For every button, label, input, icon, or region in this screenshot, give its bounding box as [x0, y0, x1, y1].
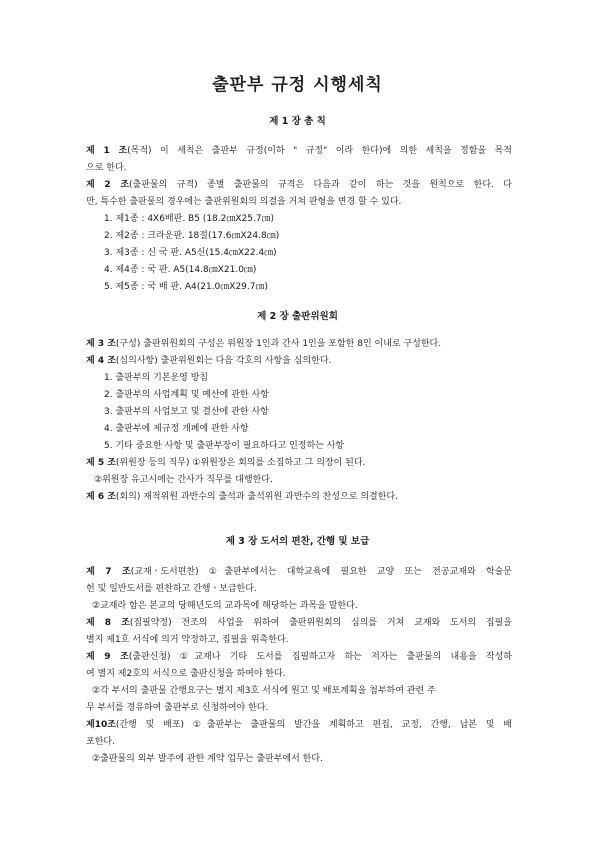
article-text: (출판신청) ①교재나 기타 도서를 집필하고자 하는 저자는 출판물의 내용을 작성하	[128, 652, 512, 662]
article-text: (회의) 재적위원 과반수의 출석과 출석위원 과반수의 찬성으로 의결한다.	[115, 492, 398, 502]
chapter-1-body	[86, 143, 512, 296]
article-4	[86, 353, 512, 370]
chapter-2-body	[86, 336, 512, 506]
chapter-3-heading: 제 3 장 도서의 편찬, 간행 및 보급	[225, 536, 370, 547]
list-item: 4. 제4종 : 국 판. A5(14.8㎝X21.0㎝)	[104, 265, 257, 275]
article-label: 제 8 조	[86, 618, 130, 628]
article-text: 별지 제1호 서식에 의거 약정하고, 집필을 위촉한다.	[86, 635, 289, 645]
article-text: ②위원장 유고시에는 간사가 직무를 대행한다.	[94, 475, 273, 485]
list-item: 5. 기타 중요한 사항 및 출판부장이 필요하다고 인정하는 사항	[104, 441, 345, 451]
chapter-1-heading: 제 1 장 총 칙	[269, 116, 326, 127]
list-item: 1. 출판부의 기본운영 방침	[104, 373, 209, 383]
article-label: 제 4 조	[86, 356, 116, 366]
article-5	[86, 455, 512, 472]
article-text: 만, 특수한 출판물의 경우에는 출판위원회의 의결을 거쳐 판형을 변경 할 수 있다.	[86, 197, 402, 207]
article-label: 제 5 조	[86, 458, 116, 468]
article-9	[86, 649, 512, 666]
article-label: 제 7 조	[86, 567, 131, 577]
article-1	[86, 143, 512, 160]
article-text: (집필약정) 전조의 사업을 위하여 출판위원회의 심의를 거쳐 교재와 도서의 집필을	[129, 618, 512, 628]
list-item: 1. 제1종 : 4X6배판. B5 (18.2㎝X25.7㎝)	[104, 214, 275, 224]
article-label: 제 1 조	[86, 146, 128, 156]
article-text: (심의사항) 출판위원회는 다음 각호의 사항을 심의한다.	[115, 356, 332, 366]
article-text: (위원장 등의 직무) ①위원장은 회의를 소집하고 그 의장이 된다.	[115, 458, 366, 468]
article-label: 제 6 조	[86, 492, 116, 502]
article-label: 제 3 조	[86, 339, 116, 349]
list-item: 5. 제5종 : 국 배 판. A4(21.0㎝X29.7㎝)	[104, 282, 268, 292]
article-label: 제10조	[86, 720, 116, 730]
article-text: ②교재라 함은 본교의 당해년도의 교과목에 해당하는 과목을 말한다.	[92, 601, 358, 611]
article-text: ②각 부서의 출판물 간행요구는 별지 제3호 서식에 원고 및 배포계획을 첨부하여 관련 주	[92, 686, 436, 696]
document-title: 출판부 규정 시행세칙	[212, 75, 383, 95]
list-item: 3. 출판부의 사업보고 및 결산에 관한 사항	[104, 407, 269, 417]
article-text: 헌 및 일반도서를 편찬하고 간행ㆍ보급한다.	[86, 584, 257, 594]
list-item: 4. 출판부에 제규정 개폐에 관한 사항	[104, 424, 249, 434]
article-text: 무 부서를 경유하여 출판부로 신청하여야 한다.	[86, 703, 269, 713]
chapter-3-body	[86, 564, 512, 768]
article-8	[86, 615, 512, 632]
article-7	[86, 564, 512, 581]
article-text: 으로 한다.	[86, 163, 127, 173]
article-3	[86, 336, 512, 353]
article-text: 포한다.	[86, 737, 115, 747]
article-text: (목적) 이 세칙은 출판부 규정(이하 " 규정" 이라 한다)에 의한 세칙을 정함을 목적	[127, 146, 512, 156]
article-text: 여 별지 제2호의 서식으로 출판신청을 하여야 한다.	[86, 669, 286, 679]
article-10	[86, 717, 512, 734]
article-text: ②출판물의 외부 발주에 관한 계약 업무는 출판부에서 한다.	[92, 754, 323, 764]
list-item: 2. 제2종 : 크라운판. 18절(17.6㎝X24.8㎝)	[104, 231, 280, 241]
article-2	[86, 177, 512, 194]
article-label: 제 2 조	[86, 180, 130, 190]
list-item: 2. 출판부의 사업계획 및 예산에 관한 사항	[104, 390, 269, 400]
article-text: (출판물의 규격) 종별 출판물의 규격은 다음과 같이 하는 것을 원칙으로 한다. 다	[129, 180, 512, 190]
list-item: 3. 제3종 : 신 국 판. A5신(15.4㎝X22.4㎝)	[104, 248, 277, 258]
article-text: (간행 및 배포) ①출판부는 출판물의 발간을 계획하고 편집, 교정, 간행, 납본 및 배	[115, 720, 512, 730]
article-label: 제 9 조	[86, 652, 129, 662]
chapter-2-heading: 제 2 장 출판위원회	[257, 311, 338, 322]
article-6	[86, 489, 512, 506]
article-text: (구성) 출판위원회의 구성은 위원장 1인과 간사 1인을 포함한 8인 이내로 구성한다.	[115, 339, 442, 349]
article-text: (교재ㆍ도서편찬) ①출판부에서는 대학교육에 필요한 교양 또는 전공교재와 학술문	[130, 567, 512, 577]
